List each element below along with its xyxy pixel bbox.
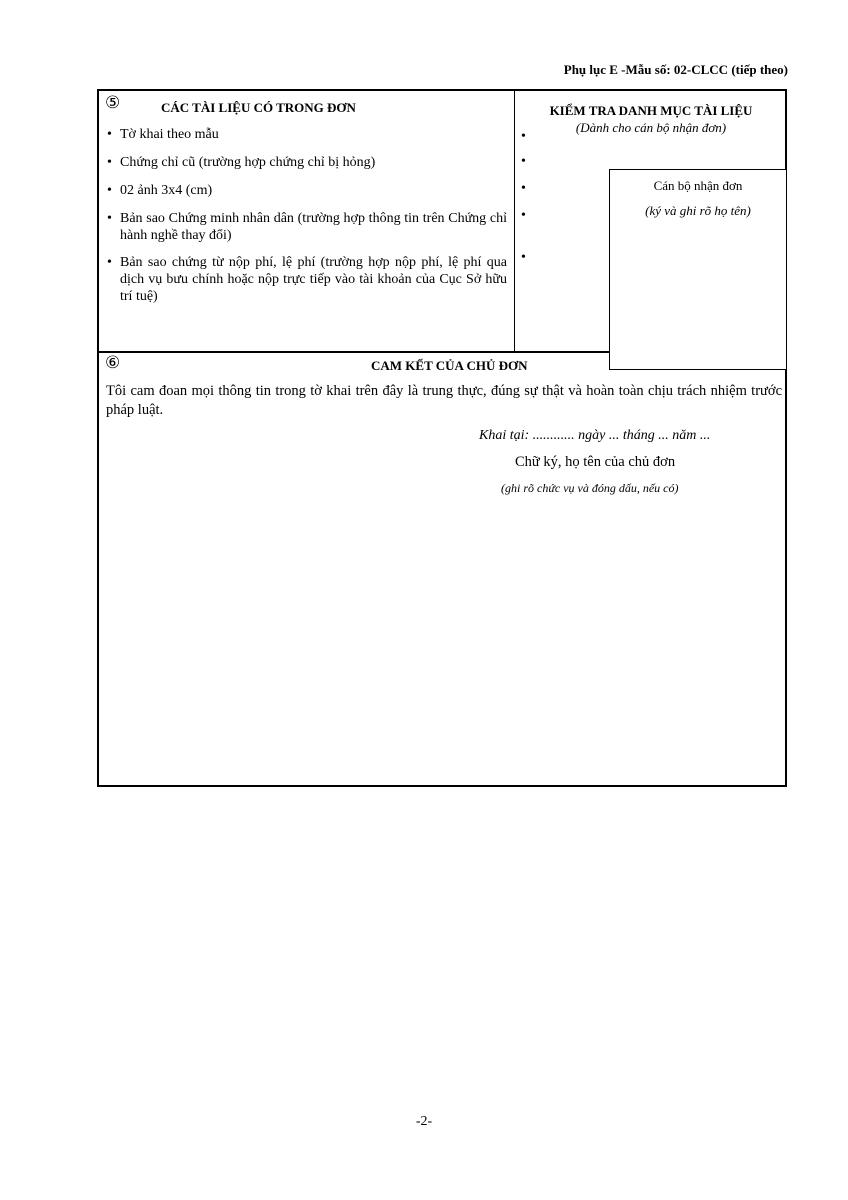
bullet-icon: • xyxy=(107,183,112,198)
document-item: • Bản sao Chứng minh nhân dân (trường hợp thông tin trên Chứng chỉ hành nghề thay đổi) xyxy=(107,211,507,243)
form-reference: Phụ lục E -Mẫu số: 02-CLCC (tiếp theo) xyxy=(563,62,788,77)
check-bullet-icon: • xyxy=(521,181,526,196)
check-bullet-icon: • xyxy=(521,208,526,223)
document-item: • Bản sao chứng từ nộp phí, lệ phí (trường hợp nộp phí, lệ phí qua dịch vụ bưu chính hoặc nộp trực tiếp vào tài khoản của Cục Sở hữu trí tuệ) xyxy=(107,255,507,304)
document-item: • 02 ảnh 3x4 (cm) xyxy=(107,183,213,198)
applicant-signature-note: (ghi rõ chức vụ và đóng dấu, nếu có) xyxy=(501,481,679,495)
check-bullet-icon: • xyxy=(521,154,526,169)
check-bullet-icon: • xyxy=(521,250,526,265)
check-bullet-icon: • xyxy=(521,129,526,144)
officer-signature-box xyxy=(609,169,787,370)
document-item: • Tờ khai theo mẫu xyxy=(107,127,219,142)
section-5-number: ⑤ xyxy=(105,93,121,113)
section-6-number: ⑥ xyxy=(105,353,121,373)
page-number: -2- xyxy=(415,1114,433,1129)
applicant-signature-label: Chữ ký, họ tên của chủ đơn xyxy=(515,454,676,470)
officer-title: Cán bộ nhận đơn xyxy=(653,178,743,193)
document-check-subtitle: (Dành cho cán bộ nhận đơn) xyxy=(575,120,727,135)
bullet-icon: • xyxy=(107,155,112,170)
document-item: • Chứng chỉ cũ (trường hợp chứng chỉ bị hỏng) xyxy=(107,155,376,170)
form-table xyxy=(97,89,787,787)
commitment-statement: Tôi cam đoan mọi thông tin trong tờ khai trên đây là trung thực, đúng sự thật và hoàn toàn chịu trách nhiệm trước pháp luật. xyxy=(106,383,782,418)
documents-section xyxy=(99,91,515,352)
bullet-icon: • xyxy=(107,127,112,142)
officer-signature-note: (ký và ghi rõ họ tên) xyxy=(645,203,751,218)
place-date-line: Khai tại: ............ ngày ... tháng ... năm ... xyxy=(479,428,711,443)
document-check-title: KIỂM TRA DANH MỤC TÀI LIỆU xyxy=(549,103,753,118)
bullet-icon: • xyxy=(107,211,112,226)
bullet-icon: • xyxy=(107,255,112,270)
documents-section-title: CÁC TÀI LIỆU CÓ TRONG ĐƠN xyxy=(161,100,356,115)
commitment-title: CAM KẾT CỦA CHỦ ĐƠN xyxy=(371,358,528,373)
